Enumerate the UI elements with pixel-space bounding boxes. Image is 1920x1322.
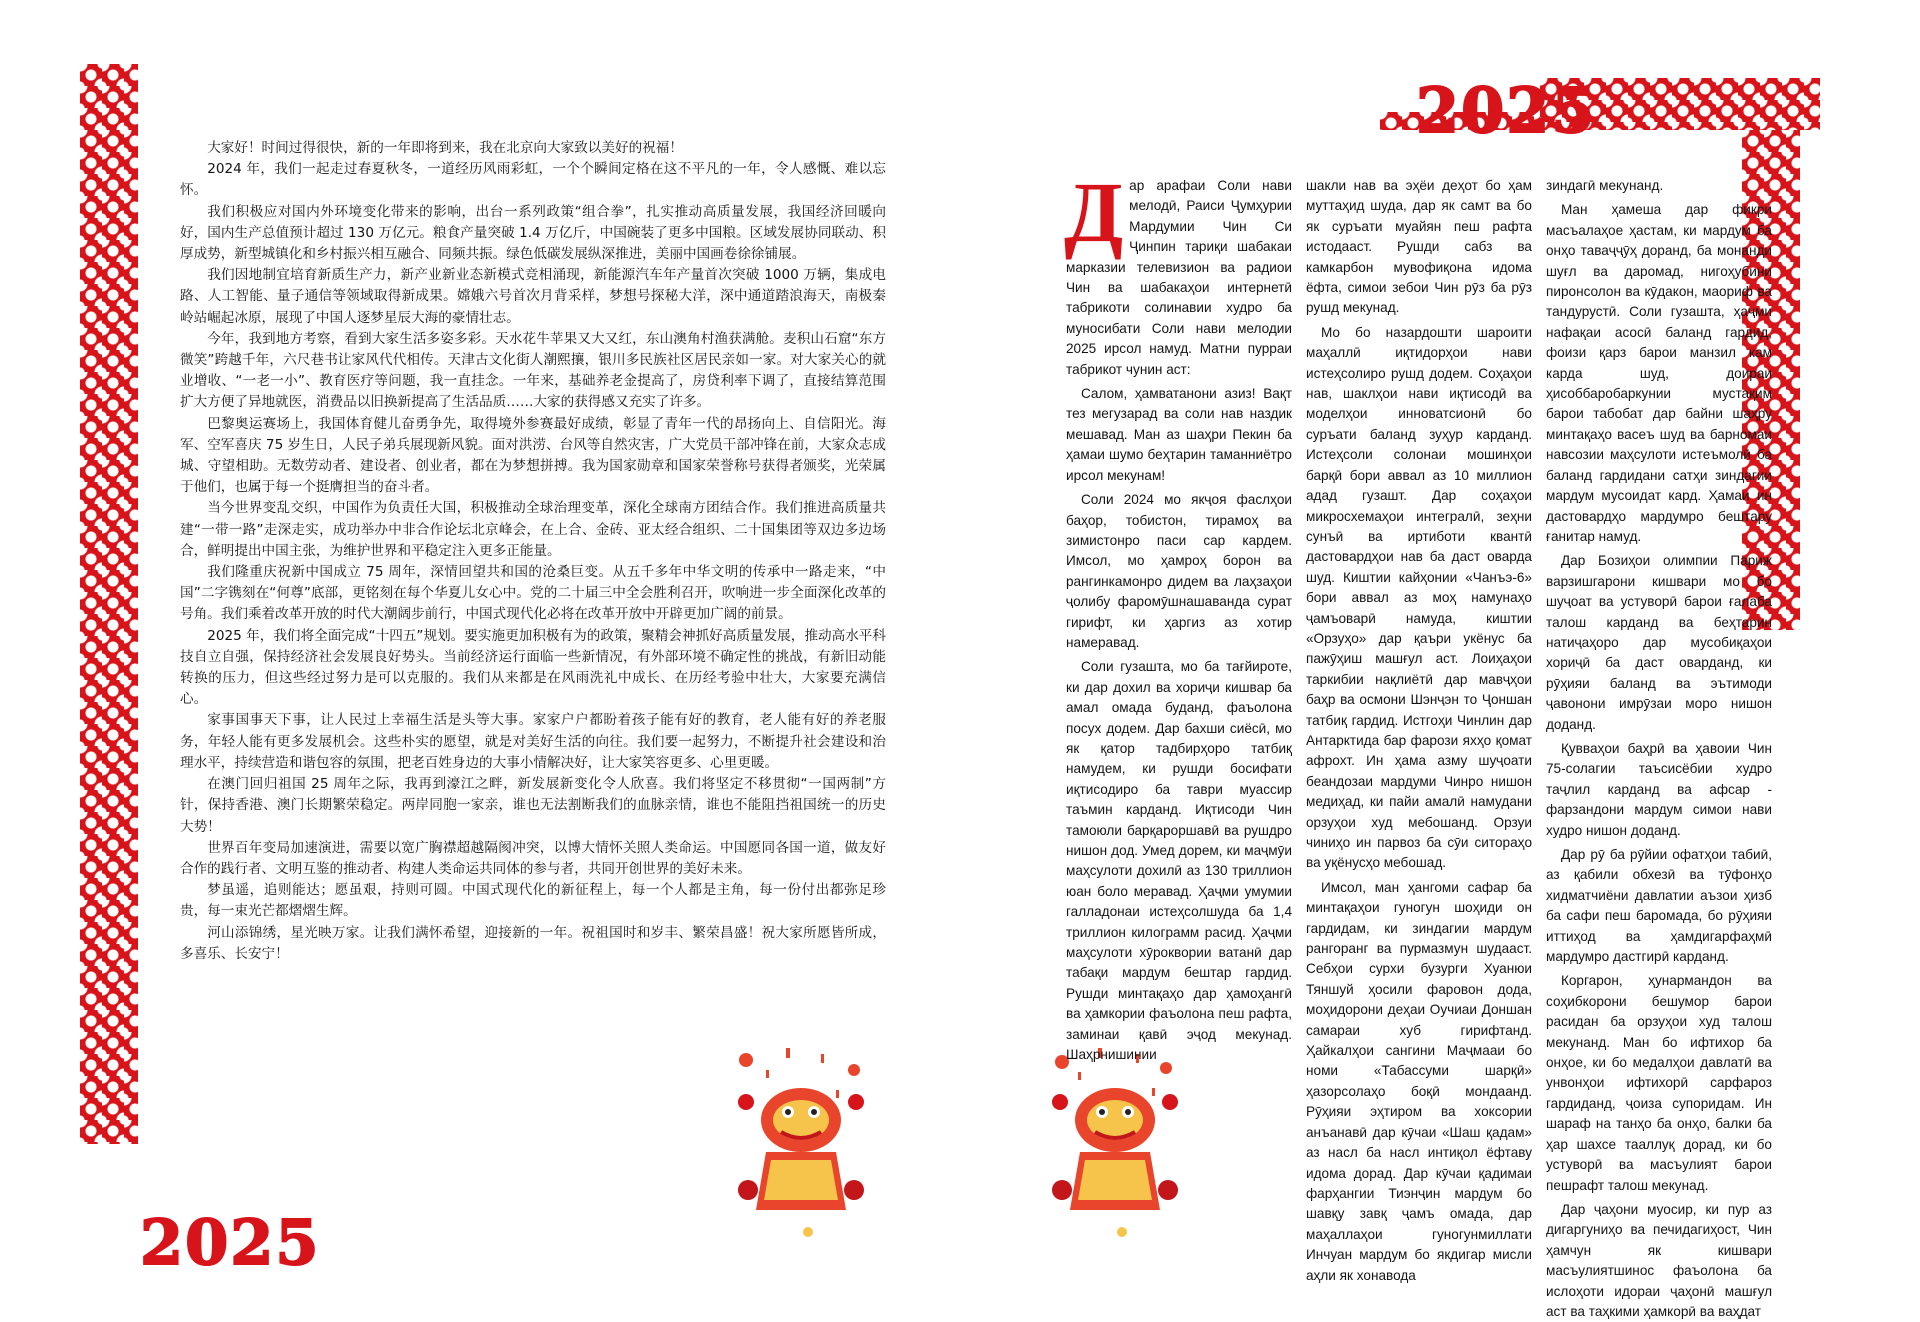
cn-paragraph: 河山添锦绣，星光映万家。让我们满怀希望，迎接新的一年。祝祖国时和岁丰、繁荣昌盛！祝大家所愿皆所成，多喜乐、长安宁！ bbox=[180, 924, 886, 962]
tj-paragraph: Дар арафаи Соли нави мелодӣ, Раиси Ҷумҳурии Мардумии Чин Си Ҷинпин тариқи шабакаи марказии телевизион ва радиои Чин ва шабакаҳои интернетӣ табрикоти солинавии худро ба муносибати Соли нави мелодии 2025 ирсол намуд. Матни пурраи табрикот чунин аст: bbox=[1064, 164, 1292, 377]
tj-paragraph: зиндагӣ мекунанд. bbox=[1546, 178, 1664, 193]
year-badge-top: 2025 bbox=[1416, 74, 1597, 147]
lion-dance-illustration bbox=[726, 1040, 876, 1240]
cn-paragraph: 我们因地制宜培育新质生产力，新产业新业态新模式竞相涌现，新能源汽车年产量首次突破 1000 万辆，集成电路、人工智能、量子通信等领域取得新成果。嫦娥六号首次月背采样，梦想号探秘大洋，深中通道踏浪海天，南极秦岭站崛起冰原，展现了中国人逐梦星辰大海的豪情壮志。 bbox=[180, 267, 886, 326]
year-badge-bottom: 2025 bbox=[140, 1206, 321, 1279]
tj-paragraph: Дар рӯ ба рӯйии офатҳои табиӣ, аз қабили обхезӣ ва тӯфонҳо хидматчиёни давлатии аъзои ҳизб ба сафи пеш баромада, бо рӯҳияи иттиҳод ва ҳамдигарфаҳмӣ мардумро дастгирӣ карданд. bbox=[1546, 847, 1772, 965]
left-page bbox=[0, 0, 960, 1303]
tj-paragraph: Соли 2024 мо якҷоя фаслҳои баҳор, тобистон, тирамоҳ ва зимистонро паси сар кардем. Имсол, мо ҳамроҳ борон ва рангинкамонро дидем ва лаҳзаҳои ҷолибу фаромӯшнашаванда сурат гирифт, ки ҳаргиз аз хотир намеравад. bbox=[1066, 492, 1292, 650]
tajik-column-2 bbox=[1306, 176, 1532, 1286]
tj-paragraph: Дар Бозиҳои олимпии Париж варзишгарони кишвари мо бо шуҷоат ва устуворӣ барои ғалаба талош карданд ва беҳтарин натиҷаҳоро дар мусобиқаҳои хориҷӣ ба даст оварданд, ки рӯҳияи баланд ва эътимоди ҷавонони имрӯзаи моро нишон доданд. bbox=[1546, 553, 1772, 732]
chinese-article bbox=[180, 138, 886, 965]
cn-paragraph: 我们隆重庆祝新中国成立 75 周年，深情回望共和国的沧桑巨变。从五千多年中华文明的传承中一路走来，“中国”二字镌刻在“何尊”底部，更铭刻在每个华夏儿女心中。党的二十届三中全会胜利召开，吹响进一步全面深化改革的号角。我们乘着改革开放的时代大潮阔步前行，中国式现代化必将在改革开放中开辟更加广阔的前景。 bbox=[180, 564, 886, 623]
cn-paragraph: 梦虽遥，追则能达；愿虽艰，持则可圆。中国式现代化的新征程上，每一个人都是主角，每一份付出都弥足珍贵，每一束光芒都熠熠生辉。 bbox=[180, 882, 886, 920]
tajik-column-1 bbox=[1064, 164, 1292, 1065]
tj-paragraph: Дар ҷаҳони муосир, ки пур аз дигаргуниҳо ва печидагиҳост, Чин ҳамчун як кишвари масъулиятшинос фаъолона ба ислоҳоти идораи ҷаҳонӣ машғул аст ва таҳкими ҳамкорӣ ва ваҳдат bbox=[1546, 1201, 1772, 1319]
tj-paragraph: шакли нав ва эҳёи деҳот бо ҳам муттаҳид шуда, дар як самт ва бо як суръати муайян пеш рафта истодааст. Рушди сабз ва камкарбон мувофиқона идома ёфта, симои зебои Чин рӯз ба рӯз рушд мекунад. bbox=[1306, 178, 1532, 316]
cn-paragraph: 世界百年变局加速演进，需要以宽广胸襟超越隔阂冲突，以博大情怀关照人类命运。中国愿同各国一道，做友好合作的践行者、文明互鉴的推动者、构建人类命运共同体的参与者，共同开创世界的美好未来。 bbox=[180, 839, 886, 877]
drop-cap: Д bbox=[1064, 164, 1124, 260]
cn-paragraph: 家事国事天下事，让人民过上幸福生活是头等大事。家家户户都盼着孩子能有好的教育，老人能有好的养老服务，年轻人能有更多发展机会。这些朴实的愿望，就是对美好生活的向往。我们要一起努力，不断提升社会建设和治理水平，持续营造和谐包容的氛围，把老百姓身边的大事小情解决好，让大家笑容更多、心里更暖。 bbox=[180, 712, 886, 771]
cn-paragraph: 当今世界变乱交织，中国作为负责任大国，积极推动全球治理变革，深化全球南方团结合作。我们推进高质量共建“一带一路”走深走实，成功举办中非合作论坛北京峰会，在上合、金砖、亚太经合组织、二十国集团等双边多边场合，鲜明提出中国主张，为维护世界和平稳定注入更多正能量。 bbox=[180, 500, 886, 559]
cn-paragraph: 2024 年，我们一起走过春夏秋冬，一道经历风雨彩虹，一个个瞬间定格在这不平凡的一年，令人感慨、难以忘怀。 bbox=[180, 161, 886, 199]
cn-paragraph: 在澳门回归祖国 25 周年之际，我再到濠江之畔，新发展新变化令人欣喜。我们将坚定不移贯彻“一国两制”方针，保持香港、澳门长期繁荣稳定。两岸同胞一家亲，谁也无法割断我们的血脉亲情，谁也不能阻挡祖国统一的历史大势！ bbox=[180, 776, 886, 835]
tj-paragraph: Салом, ҳамватанони азиз! Вақт тез мегузарад ва соли нав наздик мешавад. Ман аз шаҳри Пекин ба ҳамаи шумо беҳтарин таманниётро ирсол мекунам! bbox=[1066, 386, 1292, 483]
cn-paragraph: 我们积极应对国内外环境变化带来的影响，出台一系列政策“组合拳”，扎实推动高质量发展，我国经济回暖向好，国内生产总值预计超过 130 万亿元。粮食产量突破 1.4 万亿斤，中国碗装了更多中国粮。区域发展协同联动、积厚成势，新型城镇化和乡村振兴相互融合、同频共振。绿色低碳发展纵深推进，美丽中国画卷徐徐铺展。 bbox=[180, 203, 886, 263]
tj-paragraph: Коргарон, ҳунармандон ва соҳибкорони бешумор барои расидан ба орзуҳои худ талош мекунанд. Ман бо ифтихор ба онҳое, ки бо медалҳои давлатӣ ва унвонҳои ифтихорӣ сарфароз гардиданд, ҷоиза супоридам. Ин шараф на танҳо ба онҳо, балки ба ҳар шахсе тааллуқ дорад, ки бо устуворӣ ва масъулият барои пешрафт талош мекунад. bbox=[1546, 973, 1772, 1193]
tj-paragraph: Соли гузашта, мо ба тағйироте, ки дар дохил ва хориҷи кишвар ба амал омада буданд, фаъолона посух додем. Дар бахши сиёсӣ, мо як қатор тадбирҳоро татбиқ намудем, ки рушди босифати иқтисодиро ба таври муассир таъмин карданд. Иқтисоди Чин тамоюли барқароршавӣ ва рушдро нишон дод. Умед дорем, ки маҷмӯи маҳсулоти дохилӣ аз 130 триллион юан боло меравад. Ҳаҷми умумии галладонаи истеҳсолшуда ба 1,4 триллион килограмм расид. Ҳаҷми маҳсулоти хӯроквории ватанӣ дар табақи мардум бештар гардид. Рушди минтақаҳо дар ҳамоҳангӣ ва ҳамкории фаъолона пеш рафта, заминаи қавӣ эҷод мекунад. Шаҳрнишинии bbox=[1066, 659, 1292, 1063]
cn-paragraph: 巴黎奥运赛场上，我国体育健儿奋勇争先，取得境外参赛最好成绩，彰显了青年一代的昂扬向上、自信阳光。海军、空军喜庆 75 岁生日，人民子弟兵展现新风貌。面对洪涝、台风等自然灾害，广大党员干部冲锋在前，大家众志成城、守望相助。无数劳动者、建设者、创业者，都在为梦想拼搏。我为国家勋章和国家荣誉称号获得者颁奖，光荣属于他们，也属于每一个挺膺担当的奋斗者。 bbox=[180, 415, 886, 496]
tj-paragraph: Имсол, ман ҳангоми сафар ба минтақаҳои гуногун шоҳиди он гардидам, ки зиндагии мардум рангоранг ва пурмазмун шудааст. Себҳои сурхи бузурги Хуанюи Тяншуй ҳосили фаровон дода, моҳидорони деҳаи Оучиаи Доншан самараи хуб гирифтанд. Ҳайкалҳои сангини Маҷмааи бо номи «Табассуми шарқӣ» ҳазорсолаҳо боқӣ мондаанд. Рӯҳияи эҳтиром ва хоксории анъанавӣ дар кӯчаи «Шаш қадам» аз насл ба насл интиқол ёфтаву идома дорад. Дар кӯчаи қадимаи фарҳангии Тиэнҷин мардум бо шавқу завқ ҷамъ омада, дар маҳаллаҳои гуногунмиллати Инчуан мардум бо якдигар мисли аҳли як хонавода bbox=[1306, 879, 1532, 1283]
cn-paragraph: 今年，我到地方考察，看到大家生活多姿多彩。天水花牛苹果又大又红，东山澳角村渔获满舱。麦积山石窟“东方微笑”跨越千年，六尺巷书让家风代代相传。天津古文化街人潮熙攘，银川多民族社区居民亲如一家。对大家关心的就业增收、“一老一小”、教育医疗等问题，我一直挂念。一年来，基础养老金提高了，房贷利率下调了，直接结算范围扩大方便了异地就医，消费品以旧换新提高了生活品质……大家的获得感又充实了许多。 bbox=[180, 330, 886, 411]
tj-paragraph: Мо бо назардошти шароити маҳаллӣ иқтидорҳои нави истеҳсолиро рушд додем. Соҳаҳои нав, шаклҳои нави иқтисодӣ ва моделҳои инноватсионӣ бо суръати баланд зуҳур карданд. Истеҳсоли солонаи мошинҳои барқӣ бори аввал аз 10 миллион адад гузашт. Дар соҳаҳои микросхемаҳои интегралӣ, зеҳни сунъӣ ва иртиботи квантӣ дастовардҳои нав ба даст оварда шуд. Киштии кайҳонии «Чанъэ-6» бори аввал аз моҳ намунаҳо ҷамъоварӣ намуда, киштии «Орзуҳо» дар қаъри укёнус ба пажӯҳиш машғул аст. Лоиҳаҳои таркибии нақлиётӣ дар мавҷҳои баҳр ва осмони Шэнҷэн то Ҷоншан татбиқ гардид. Истгоҳи Чинлин дар Антарктида бар фарози яхҳо қомат афрохт. Ин ҳама азму шуҷоати беандозаи мардуми Чинро нишон медиҳад, ки пайи амалӣ намудани орзуҳои худ мебошанд. Орзуи чиниҳо ин парвоз ба сӯи ситораҳо ва уқёнусҳо мебошад. bbox=[1306, 324, 1532, 871]
papercut-border-left bbox=[80, 64, 138, 1144]
tj-paragraph: Ман ҳамеша дар фикри масъалаҳое ҳастам, ки мардум ба онҳо таваҷҷӯҳ доранд, ба монанди шуғл ва даромад, нигоҳубини пиронсолон ва кӯдакон, маориф ва тандурустӣ. Соли гузашта, ҳаҷми нафақаи асосӣ баланд гардид, фоизи қарз барои манзил кам карда шуд, доираи ҳисоббаробаркунии мустақим барои табобат дар байни шаҳру минтақаҳо васеъ шуд ва барномаи навсозии маҳсулоти истеъмолӣ ба баланд гардидани сатҳи зиндагии мардум мусоидат кард. Ҳамаи ин дастовардҳо мардумро бештару ғанитар намуд. bbox=[1546, 202, 1772, 544]
tj-paragraph: Қувваҳои баҳрӣ ва ҳавоии Чин 75-солагии таъсисёбии худро таҷлил карданд ва афсар - фарзандони мардум симои нави худро нишон доданд. bbox=[1546, 740, 1772, 838]
cn-paragraph: 2025 年，我们将全面完成“十四五”规划。要实施更加积极有为的政策，聚精会神抓好高质量发展，推动高水平科技自立自强，保持经济社会发展良好势头。当前经济运行面临一些新情况，有外部环境不确定性的挑战，有新旧动能转换的压力，但这些经过努力是可以克服的。我们从来都是在风雨洗礼中成长、在历经考验中壮大，大家要充满信心。 bbox=[180, 627, 886, 708]
cn-paragraph: 大家好！时间过得很快，新的一年即将到来，我在北京向大家致以美好的祝福！ bbox=[207, 140, 683, 156]
tajik-column-3 bbox=[1546, 176, 1772, 1322]
lion-dance-illustration bbox=[1040, 1040, 1190, 1240]
